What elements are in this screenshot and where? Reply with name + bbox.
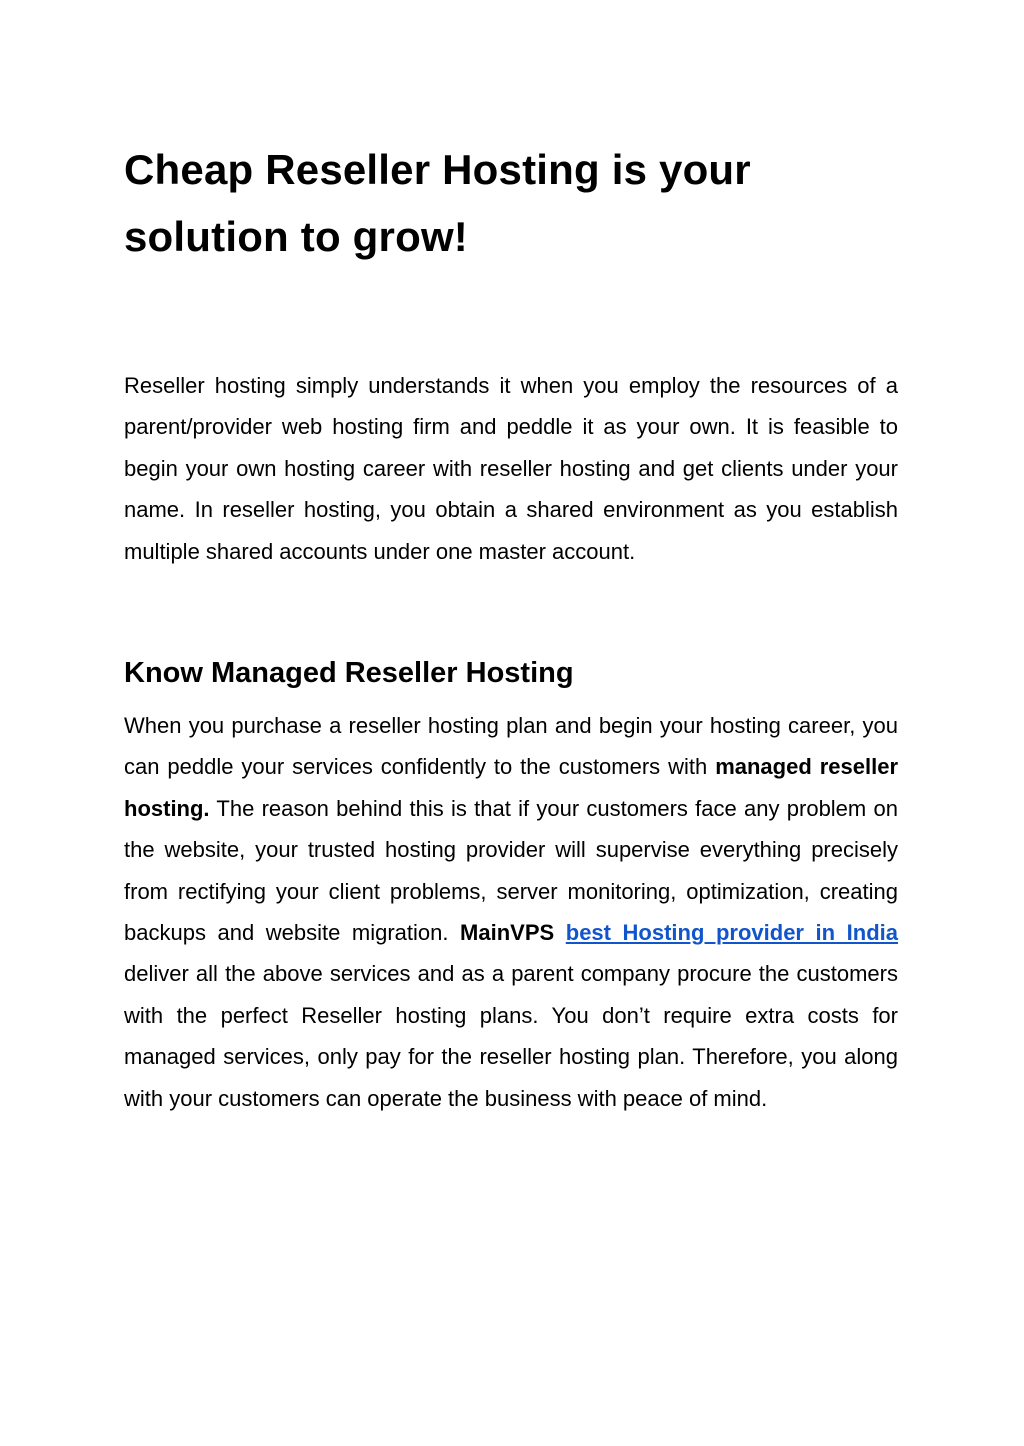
managed-reseller-hosting-bold: managed reseller hosting. bbox=[124, 754, 898, 821]
mainvps-bold: MainVPS bbox=[460, 920, 555, 946]
section-text-4: deliver all the above services and as a parent company procure the customers with the perfect Reseller hosting plans. You don’t require extra costs for managed services, only pay for the reseller hosting plan. Therefore, you along with your customers can operate the business with peace of mind. bbox=[124, 961, 898, 1111]
section-text-1: When you purchase a reseller hosting plan and begin your hosting career, you can peddle your services confidently to the customers with bbox=[124, 713, 898, 780]
page-title: Cheap Reseller Hosting is your solution to grow! bbox=[124, 146, 751, 260]
intro-paragraph: Reseller hosting simply understands it when you employ the resources of a parent/provider web hosting firm and peddle it as your own. It is feasible to begin your own hosting career with reseller hosting and get clients under your name. In reseller hosting, you obtain a shared environment as you establish multiple shared accounts under one master account. bbox=[124, 373, 898, 564]
section-text-2: The reason behind this is that if your customers face any problem on the website, your trusted hosting provider will supervise everything precisely from rectifying your client problems, server monitoring, optimization, creating backups and website migration. bbox=[124, 795, 898, 946]
best-hosting-provider-link[interactable]: best Hosting provider in India bbox=[565, 920, 898, 946]
section-paragraph bbox=[124, 705, 898, 1119]
section-text-3 bbox=[554, 920, 566, 945]
section-heading: Know Managed Reseller Hosting bbox=[124, 657, 574, 689]
